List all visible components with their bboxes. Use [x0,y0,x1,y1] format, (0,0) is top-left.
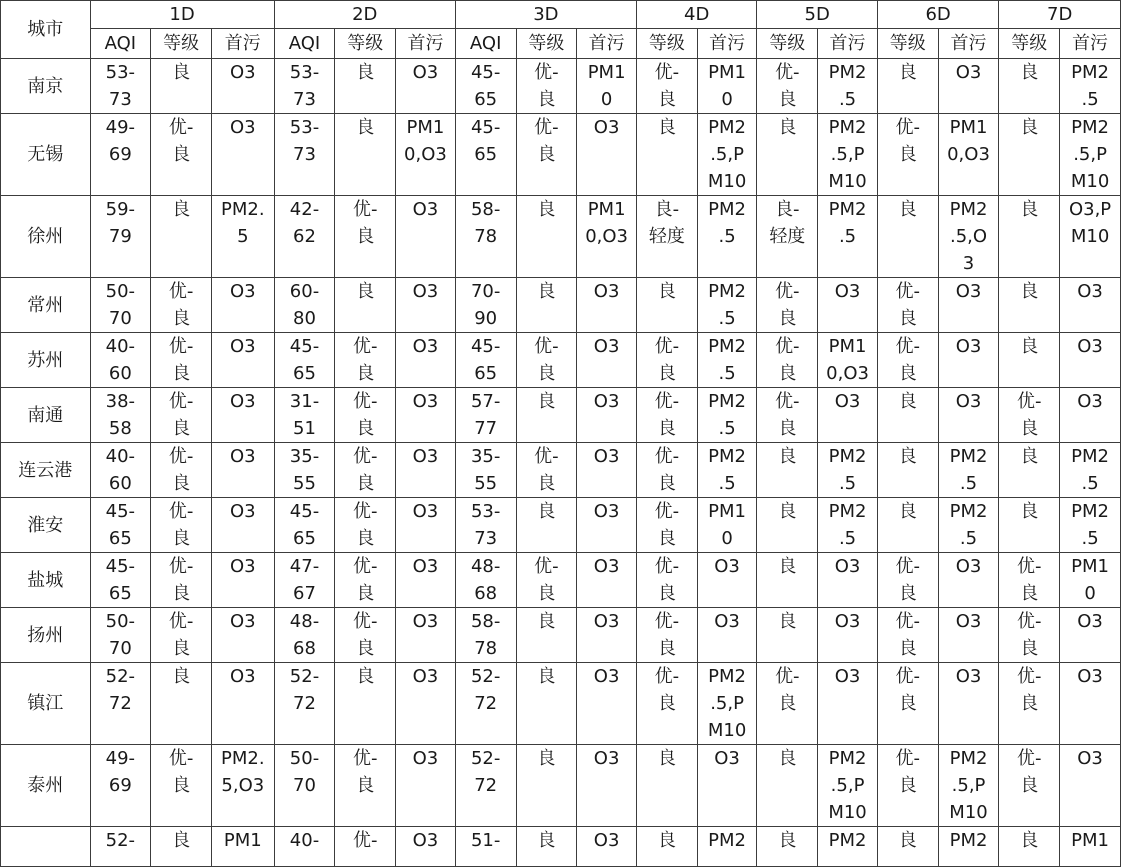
table-cell: O3 [211,608,274,663]
table-cell: 良 [877,196,938,278]
table-cell: 45- 65 [455,59,516,114]
table-cell: O3 [1060,278,1121,333]
table-cell: O3 [577,608,637,663]
table-cell: 优- 良 [151,333,212,388]
table-cell: 良 [335,59,396,114]
aqi-subheader: AQI [90,29,151,59]
table-cell: 50- 70 [90,608,151,663]
table-cell: O3 [1060,333,1121,388]
day-2-header: 2D [274,1,455,29]
table-cell: O3 [938,59,999,114]
table-cell: PM2 .5 [1060,59,1121,114]
table-cell: PM2 .5 [697,196,757,278]
pollutant-subheader: 首污 [211,29,274,59]
table-cell: 35- 55 [274,443,335,498]
table-cell: 良 [516,663,577,745]
table-cell: 良 [757,745,818,827]
table-cell: 45- 65 [274,498,335,553]
table-cell: 优- 良 [877,745,938,827]
table-cell: 良 [636,278,697,333]
table-cell: 60- 80 [274,278,335,333]
table-cell: PM1 0 [1060,553,1121,608]
city-cell: 南京 [1,59,91,114]
table-row [1,553,1121,608]
table-row [1,59,1121,114]
table-cell: 优- 良 [999,553,1060,608]
table-cell: 良 [516,498,577,553]
table-cell: PM2 .5 [697,443,757,498]
table-cell: PM2 .5,P M10 [938,745,999,827]
city-cell: 镇江 [1,663,91,745]
table-cell: 优- 良 [636,333,697,388]
table-cell: 良 [151,59,212,114]
table-cell: O3 [211,333,274,388]
table-cell: 优- 良 [335,745,396,827]
table-cell: PM2 .5,P M10 [697,114,757,196]
city-cell: 常州 [1,278,91,333]
table-cell: 优- 良 [877,608,938,663]
table-cell: 良 [757,443,818,498]
table-cell: O3 [818,278,878,333]
table-cell: PM1 [211,827,274,867]
table-cell: 52- 72 [455,663,516,745]
table-cell: 53- 73 [455,498,516,553]
table-cell: 52- 72 [90,663,151,745]
table-cell: 良 [757,608,818,663]
table-row [1,114,1121,196]
level-subheader: 等级 [335,29,396,59]
table-cell: PM2. 5 [211,196,274,278]
table-cell: 良 [757,827,818,867]
pollutant-subheader: 首污 [818,29,878,59]
table-cell: 优- 良 [516,333,577,388]
table-cell: O3 [396,608,456,663]
table-cell: 40- 60 [90,443,151,498]
table-cell: O3 [1060,388,1121,443]
table-cell: 优- 良 [999,745,1060,827]
table-cell: 良- 轻度 [636,196,697,278]
table-cell: PM2 [938,827,999,867]
table-cell: O3 [1060,663,1121,745]
table-cell: 优- 良 [999,388,1060,443]
table-cell: O3 [938,333,999,388]
city-header: 城市 [1,1,91,59]
table-cell: O3 [396,827,456,867]
city-cell: 苏州 [1,333,91,388]
pollutant-subheader: 首污 [396,29,456,59]
table-cell: 49- 69 [90,114,151,196]
table-cell: 良 [757,553,818,608]
table-cell: O3 [1060,608,1121,663]
city-cell: 连云港 [1,443,91,498]
day-3-header: 3D [455,1,636,29]
table-cell: 良 [877,388,938,443]
table-cell: 良 [151,663,212,745]
table-cell: 良 [999,443,1060,498]
table-cell: 良 [151,827,212,867]
city-cell: 徐州 [1,196,91,278]
day-5-header: 5D [757,1,877,29]
table-cell: 良 [636,745,697,827]
table-cell: 31- 51 [274,388,335,443]
table-cell: O3 [938,663,999,745]
table-cell: 35- 55 [455,443,516,498]
table-cell: 优- 良 [877,553,938,608]
table-cell: PM2 [818,827,878,867]
table-cell: 良 [636,827,697,867]
table-cell: O3 [211,278,274,333]
table-cell: 优- 良 [151,114,212,196]
day-4-header: 4D [636,1,756,29]
table-cell: O3 [577,498,637,553]
table-cell: O3 [577,443,637,498]
table-cell: 良 [151,196,212,278]
table-cell: O3 [818,663,878,745]
table-cell: O3,P M10 [1060,196,1121,278]
table-cell: 优- 良 [757,333,818,388]
table-cell: PM2 [697,827,757,867]
table-cell: 40- [274,827,335,867]
table-cell: 优- 良 [335,498,396,553]
table-cell: 良 [999,333,1060,388]
table-cell: PM1 0 [577,59,637,114]
table-row [1,388,1121,443]
city-cell: 扬州 [1,608,91,663]
table-cell: 优- 良 [636,443,697,498]
table-cell: O3 [396,333,456,388]
table-cell: 优- 良 [335,443,396,498]
table-cell: O3 [577,827,637,867]
table-cell: 58- 78 [455,196,516,278]
table-cell: 53- 73 [90,59,151,114]
table-cell: 优- 良 [151,443,212,498]
table-cell: O3 [938,388,999,443]
table-cell: 45- 65 [455,333,516,388]
table-cell: 70- 90 [455,278,516,333]
table-cell: 良 [877,59,938,114]
table-cell: 优- 良 [151,388,212,443]
table-cell: 50- 70 [90,278,151,333]
table-cell: PM2. 5,O3 [211,745,274,827]
city-cell: 无锡 [1,114,91,196]
table-cell: 优- 良 [999,663,1060,745]
table-cell: PM2 .5,P M10 [818,114,878,196]
pollutant-subheader: 首污 [577,29,637,59]
table-cell: 优- 良 [757,278,818,333]
table-cell: 53- 73 [274,59,335,114]
table-cell: O3 [577,278,637,333]
table-cell: 优- 良 [151,553,212,608]
table-cell: O3 [818,388,878,443]
table-cell: 优- 良 [636,498,697,553]
city-cell: 泰州 [1,745,91,827]
table-cell: 优- 良 [516,443,577,498]
table-cell: 良 [877,827,938,867]
table-cell: 优- 良 [877,333,938,388]
table-row [1,498,1121,553]
table-cell: 45- 65 [90,553,151,608]
city-cell [1,827,91,867]
table-row [1,278,1121,333]
table-cell: O3 [396,443,456,498]
day-7-header: 7D [999,1,1121,29]
table-cell: PM2 .5 [818,59,878,114]
aqi-subheader: AQI [274,29,335,59]
table-cell: O3 [697,608,757,663]
table-cell: 优- 良 [636,388,697,443]
table-cell: 53- 73 [274,114,335,196]
table-cell: 良 [516,278,577,333]
table-cell: 优- 良 [516,114,577,196]
table-cell: PM1 0,O3 [938,114,999,196]
table-cell: O3 [211,388,274,443]
table-cell: 优- 良 [757,663,818,745]
table-cell: O3 [577,388,637,443]
table-cell: 良 [999,827,1060,867]
table-row [1,196,1121,278]
table-cell: 优- 良 [636,608,697,663]
table-cell: 良 [877,498,938,553]
table-cell: 优- 良 [335,196,396,278]
table-cell: 良 [999,498,1060,553]
table-cell: PM1 0,O3 [577,196,637,278]
table-cell: O3 [396,498,456,553]
table-cell: O3 [396,663,456,745]
level-subheader: 等级 [757,29,818,59]
table-cell: 优- 良 [516,553,577,608]
table-cell: 良 [335,663,396,745]
table-cell: PM2 .5,O 3 [938,196,999,278]
table-cell: O3 [577,333,637,388]
table-cell: PM1 0,O3 [818,333,878,388]
table-cell: O3 [396,553,456,608]
table-cell: 良 [516,196,577,278]
table-cell: O3 [396,278,456,333]
pollutant-subheader: 首污 [938,29,999,59]
table-cell: 58- 78 [455,608,516,663]
table-cell: O3 [396,388,456,443]
table-cell: O3 [818,553,878,608]
table-cell: PM2 .5 [697,278,757,333]
table-cell: PM2 .5 [1060,498,1121,553]
table-cell: PM1 0 [697,498,757,553]
table-cell: O3 [211,498,274,553]
level-subheader: 等级 [877,29,938,59]
table-cell: O3 [938,278,999,333]
table-cell: 良 [335,278,396,333]
table-cell: PM2 .5 [697,333,757,388]
table-row [1,663,1121,745]
table-cell: PM2 .5 [697,388,757,443]
table-cell: 优- 良 [999,608,1060,663]
table-cell: O3 [938,608,999,663]
table-cell: 优- 良 [757,388,818,443]
table-cell: O3 [1060,745,1121,827]
table-cell: O3 [396,745,456,827]
table-cell: O3 [697,745,757,827]
table-cell: 40- 60 [90,333,151,388]
table-row [1,608,1121,663]
table-cell: 45- 65 [455,114,516,196]
table-cell: 48- 68 [455,553,516,608]
day-1-header: 1D [90,1,274,29]
table-cell: PM2 .5,P M10 [818,745,878,827]
table-cell: 优- 良 [151,608,212,663]
table-cell: 49- 69 [90,745,151,827]
level-subheader: 等级 [636,29,697,59]
table-cell: 优- 良 [335,608,396,663]
city-cell: 盐城 [1,553,91,608]
table-cell: 52- [90,827,151,867]
table-cell: PM1 0,O3 [396,114,456,196]
table-cell: 优- 良 [636,59,697,114]
table-cell: 优- [335,827,396,867]
table-cell: 优- 良 [335,553,396,608]
level-subheader: 等级 [999,29,1060,59]
table-cell: O3 [577,745,637,827]
table-cell: O3 [396,196,456,278]
table-cell: 良 [516,388,577,443]
table-row [1,745,1121,827]
table-cell: O3 [211,553,274,608]
aqi-subheader: AQI [455,29,516,59]
table-row [1,333,1121,388]
table-cell: O3 [211,114,274,196]
table-cell: PM2 .5 [818,443,878,498]
table-row [1,443,1121,498]
table-cell: O3 [577,663,637,745]
table-cell: 51- [455,827,516,867]
table-cell: PM2 .5 [1060,443,1121,498]
table-cell: O3 [938,553,999,608]
table-cell: 良 [999,196,1060,278]
table-cell: 优- 良 [335,388,396,443]
table-cell: O3 [211,663,274,745]
table-cell: 良 [516,608,577,663]
table-cell: 良 [999,114,1060,196]
table-cell: 50- 70 [274,745,335,827]
city-cell: 淮安 [1,498,91,553]
level-subheader: 等级 [516,29,577,59]
table-cell: 52- 72 [455,745,516,827]
table-cell: 优- 良 [151,745,212,827]
table-cell: 良 [877,443,938,498]
table-cell: O3 [697,553,757,608]
table-cell: O3 [396,59,456,114]
table-cell: PM2 .5 [818,498,878,553]
table-cell: 45- 65 [90,498,151,553]
table-cell: 优- 良 [636,553,697,608]
table-row [1,827,1121,867]
table-cell: 48- 68 [274,608,335,663]
table-cell: 45- 65 [274,333,335,388]
table-cell: 优- 良 [877,663,938,745]
table-cell: PM2 .5,P M10 [697,663,757,745]
table-cell: 良 [999,278,1060,333]
pollutant-subheader: 首污 [697,29,757,59]
table-cell: 52- 72 [274,663,335,745]
table-cell: O3 [818,608,878,663]
table-cell: 47- 67 [274,553,335,608]
table-cell: 优- 良 [151,498,212,553]
table-cell: 优- 良 [636,663,697,745]
table-cell: PM2 .5 [938,498,999,553]
table-cell: 良 [636,114,697,196]
table-cell: 良 [757,498,818,553]
table-cell: 38- 58 [90,388,151,443]
table-cell: PM2 .5 [818,196,878,278]
table-cell: O3 [577,553,637,608]
table-cell: 优- 良 [877,278,938,333]
table-cell: PM1 [1060,827,1121,867]
table-cell: O3 [211,443,274,498]
table-cell: 优- 良 [757,59,818,114]
table-cell: O3 [211,59,274,114]
table-cell: PM1 0 [697,59,757,114]
table-cell: 良 [757,114,818,196]
table-cell: 优- 良 [335,333,396,388]
table-cell: 良 [335,114,396,196]
city-cell: 南通 [1,388,91,443]
table-cell: O3 [577,114,637,196]
table-body [1,59,1121,867]
table-cell: PM2 .5 [938,443,999,498]
table-cell: 优- 良 [151,278,212,333]
day-6-header: 6D [877,1,998,29]
table-cell: 优- 良 [877,114,938,196]
table-cell: 优- 良 [516,59,577,114]
table-cell: 良 [516,745,577,827]
table-cell: 57- 77 [455,388,516,443]
pollutant-subheader: 首污 [1060,29,1121,59]
table-cell: 良 [999,59,1060,114]
table-cell: 良 [516,827,577,867]
table-cell: 良- 轻度 [757,196,818,278]
level-subheader: 等级 [151,29,212,59]
table-cell: PM2 .5,P M10 [1060,114,1121,196]
table-cell: 42- 62 [274,196,335,278]
table-cell: 59- 79 [90,196,151,278]
